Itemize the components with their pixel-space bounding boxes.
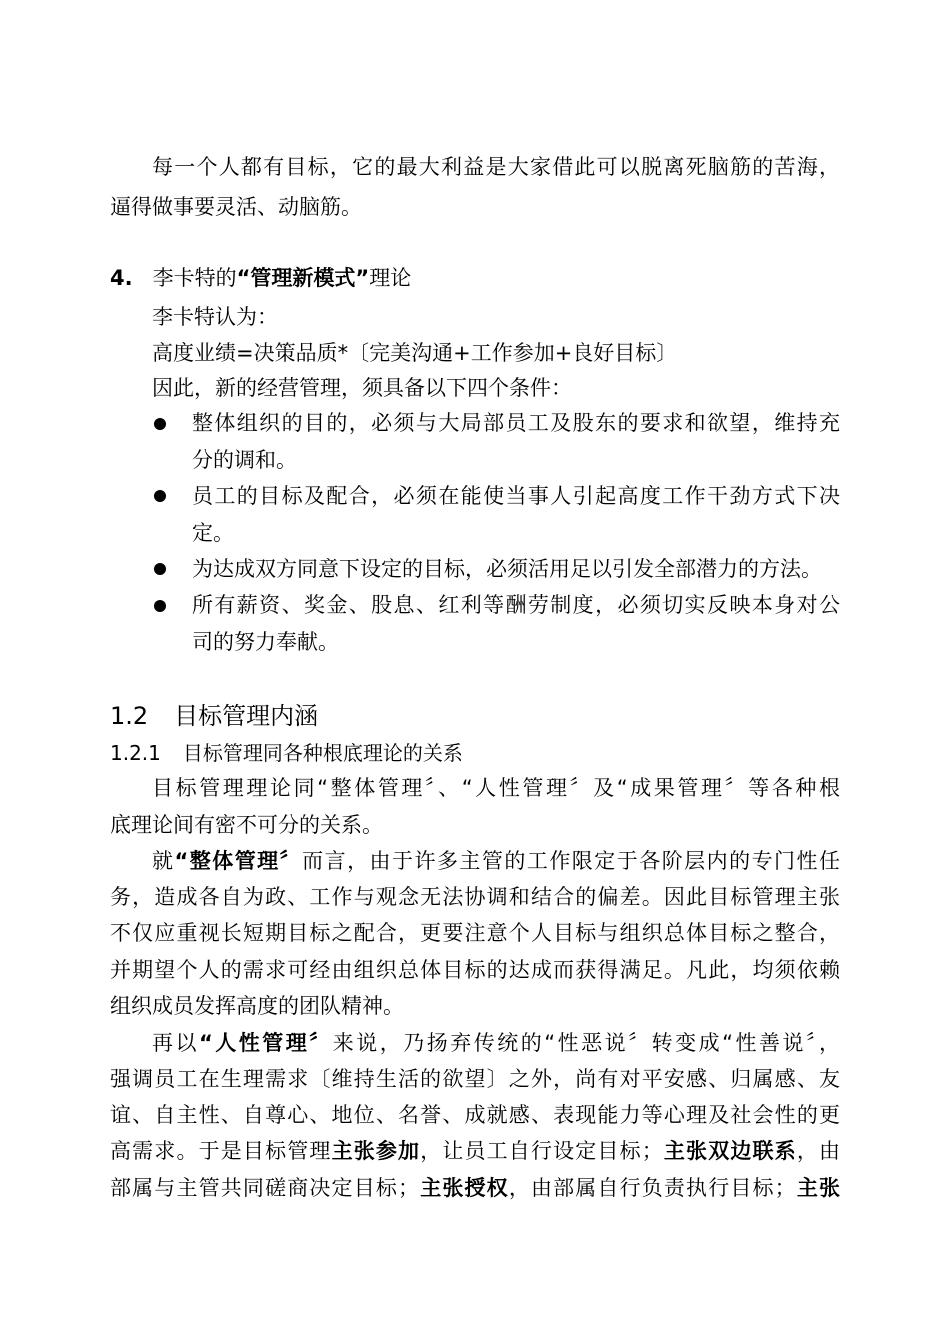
para-3-line-2: 强调员工在生理需求〔维持生活的欲望〕之外，尚有对平安感、归属感、友 [110,1067,840,1091]
intro-line-1: 每一个人都有目标，它的最大利益是大家借此可以脱离死脑筋的苦海， [152,155,840,179]
para-2-line-5: 组织成员发挥高度的团队精神。 [110,994,404,1018]
bullet-4-line-2: 司的努力奉献。 [192,630,339,654]
bullet-2-line-2: 定。 [192,521,234,545]
bullet-1-line-2: 分的调和。 [192,448,297,472]
para-1-line-1: 目标管理理论同“整体管理〞、“人性管理〞及“成果管理〞等各种根 [152,776,840,800]
para-2-line-1: 就“整体管理〞而言，由于许多主管的工作限定于各阶层内的专门性任 [152,849,840,873]
intro-line-2: 逼得做事要灵活、动脑筋。 [110,195,362,219]
heading-1-2: 1.2 目标管理内涵 [110,702,319,730]
bullet-3-line-1: 为达成双方同意下设定的目标，必须活用足以引发全部潜力的方法。 [192,557,822,581]
para-3-line-4: 高需求。于是目标管理主张参加，让员工自行设定目标；主张双边联系，由 [110,1139,840,1163]
rickart-line-3: 因此，新的经营管理，须具备以下四个条件： [152,376,572,400]
heading-1-2-1: 1.2.1 目标管理同各种根底理论的关系 [110,741,463,765]
bullet-4-line-1: 所有薪资、奖金、股息、红利等酬劳制度，必须切实反映本身对公 [192,593,840,617]
para-1-line-2: 底理论间有密不可分的关系。 [110,813,383,837]
bullet-icon [154,600,166,612]
para-2-line-3: 不仅应重视长短期目标之配合，更要注意个人目标与组织总体目标之整合， [110,921,840,945]
para-3-line-3: 谊、自主性、自尊心、地位、名誉、成就感、表现能力等心理及社会性的更 [110,1103,840,1127]
bullet-icon [154,490,166,502]
para-2-line-4: 并期望个人的需求可经由组织总体目标的达成而获得满足。凡此，均须依赖 [110,958,840,982]
bullet-2-line-1: 员工的目标及配合，必须在能使当事人引起高度工作干劲方式下决 [192,484,840,508]
para-3-line-5: 部属与主管共同磋商决定目标；主张授权，由部属自行负责执行目标；主张 [110,1176,840,1200]
rickart-line-1: 李卡特认为： [152,305,278,329]
para-3-line-1: 再以“人性管理〞来说，乃扬弃传统的“性恶说〞转变成“性善说〞， [152,1031,840,1055]
bullet-icon [154,563,166,575]
bullet-1-line-1: 整体组织的目的，必须与大局部员工及股东的要求和欲望，维持充 [192,411,840,435]
rickart-formula: 高度业绩=决策品质*〔完美沟通+工作参加+良好目标〕 [152,341,678,365]
para-2-line-2: 务，造成各自为政、工作与观念无法协调和结合的偏差。因此目标管理主张 [110,885,840,909]
bullet-icon [154,418,166,430]
section-4-number: 4. [110,266,133,290]
section-4-heading: 4. 李卡特的“管理新模式”理论 [110,266,412,290]
